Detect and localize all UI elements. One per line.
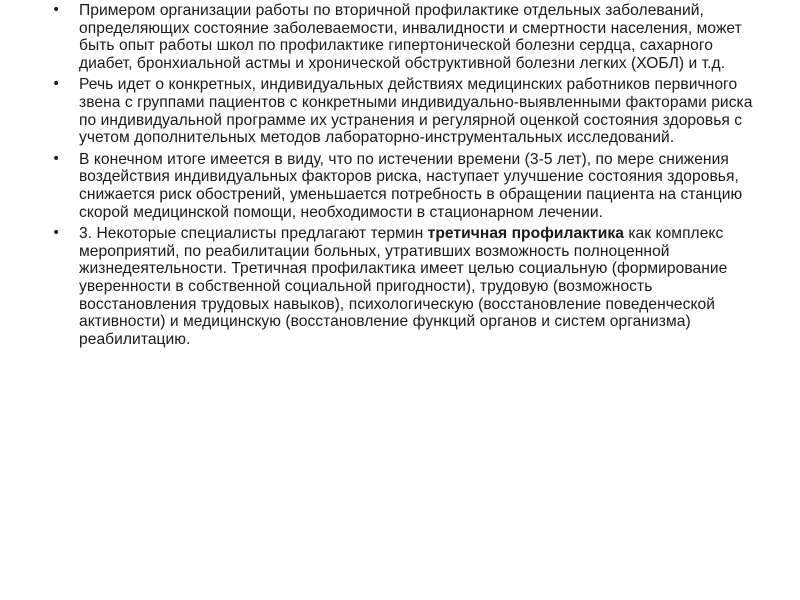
bullet-item-individual-actions: [52, 76, 764, 146]
bullet-item-secondary-prevention-example: [52, 2, 764, 72]
bullet-marker: •: [52, 150, 61, 167]
bullet-marker: •: [52, 225, 61, 242]
bullet-marker: •: [52, 76, 61, 93]
bullet-item-final-outcome: [52, 151, 764, 221]
bullet-text: В конечном итоге имеется в виду, что по истечении времени (3-5 лет), по мере снижения воздействия индивидуальных факторов риска, наступает улучшение состояния здоровья, снижается риск обострений, уменьшается потребность в обращении пациента на станцию скорой медицинской помощи, необходимости в стационарном лечении.: [79, 150, 743, 221]
bullet-item-tertiary-prevention: [52, 225, 764, 348]
bullet-text-rest: как комплекс мероприятий, по реабилитации больных, утративших возможность полноценной жизнедеятельности. Третичная профилактика имеет целью социальную (формирование уверенности в собственной социальной пригодности), трудовую (возможность восстановления трудовых навыков), психологическую (восстановление поведенческой активности) и медицинскую (восстановление функций органов и систем организма) реабилитацию.: [79, 225, 728, 348]
bullet-list: [52, 2, 764, 348]
bullet-term-bold: третичная профилактика: [427, 225, 624, 243]
bullet-marker: •: [52, 2, 61, 18]
bullet-text: Речь идет о конкретных, индивидуальных действиях медицинских работников первичного звена с группами пациентов с конкретными индивидуально-выявленными факторами риска по индивидуальной программе их устранения и регулярной оценкой состояния здоровья с учетом дополнительных методов лабораторно-инструментальных исследований.: [79, 76, 753, 147]
bullet-text: Примером организации работы по вторичной профилактике отдельных заболеваний, определяющих состояние заболеваемости, инвалидности и смертности населения, может быть опыт работы школ по профилактике гипертонической болезни сердца, сахарного диабет, бронхиальной астмы и хронической обструктивной болезни легких (ХОБЛ) и т.д.: [79, 2, 742, 72]
bullet-text-lead: 3. Некоторые специалисты предлагают термин: [79, 225, 428, 243]
